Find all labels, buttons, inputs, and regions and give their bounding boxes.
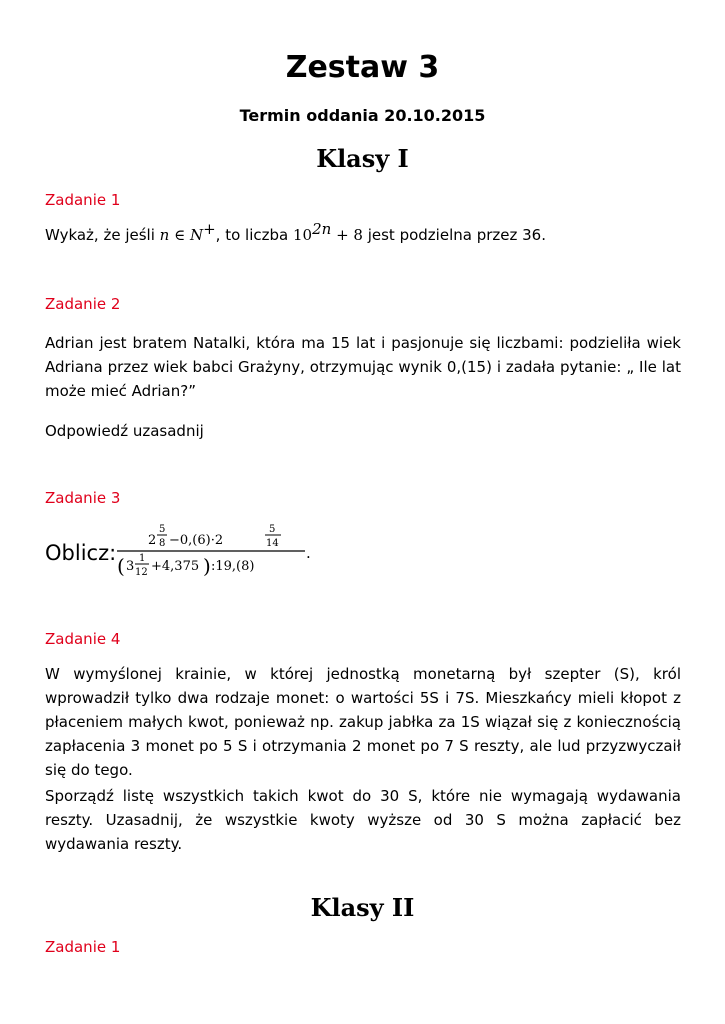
task-1-text-after: jest podzielna przez 36. xyxy=(362,226,546,244)
num-frac-1-numerator: 5 xyxy=(159,524,166,535)
page-title: Zestaw 3 xyxy=(285,50,440,85)
den-tail: :19,(8) xyxy=(211,559,255,574)
num-frac-2-denominator: 14 xyxy=(266,538,279,549)
math-base: 10 xyxy=(292,226,313,244)
task-label-3: Zadanie 3 xyxy=(45,489,121,507)
den-close-paren: ) xyxy=(203,554,211,578)
task-1-text-before: Wykaż, że jeśli xyxy=(45,226,160,244)
den-rest: +4,375 xyxy=(151,559,200,574)
task-label-klasy-2-1: Zadanie 1 xyxy=(45,938,121,956)
task-1-text-middle: , to liczba xyxy=(215,226,293,244)
task-2-text: Adrian jest bratem Natalki, która ma 15 lat i pasjonuje się liczbami: podzieliła wiek Adriana przez wiek babci Grażyny, otrzymując wynik 0,(15) i zadała pytanie: „ Ile lat może mieć Adrian?” xyxy=(45,334,681,400)
den-open-paren: ( xyxy=(117,554,125,578)
formula-prompt: Oblicz: xyxy=(45,541,117,565)
task-label-4: Zadanie 4 xyxy=(45,630,121,648)
fraction-expression xyxy=(115,518,335,582)
math-exponent: 2n xyxy=(312,220,332,238)
math-element-of: ∈ xyxy=(169,226,190,244)
task-3-formula xyxy=(45,518,345,588)
task-1-text xyxy=(45,220,681,247)
num-whole-1: 2 xyxy=(148,533,157,548)
den-frac-denominator: 12 xyxy=(135,567,148,578)
task-4-paragraph-1: W wymyślonej krainie, w której jednostką monetarną był szepter (S), król wprowadził tylko dwa rodzaje monet: o wartości 5S i 7S. Mieszkańcy mieli kłopot z płaceniem małych kwot, ponieważ np. zakup jabłka za 1S wiązał się z koniecznością zapłacenia 3 monet po 5 S i otrzymania 2 monet po 7 S reszty, ale lud przyzwyczaił się do tego. xyxy=(45,665,681,779)
math-set: N xyxy=(189,226,204,244)
task-4-paragraph-2: Sporządź listę wszystkich takich kwot do 30 S, które nie wymagają wydawania reszty. Uzasadnij, że wszystkie kwoty wyższe od 30 S można zapłacić bez wydawania reszty. xyxy=(45,787,681,853)
deadline: Termin oddania 20.10.2015 xyxy=(239,106,486,125)
formula-end-dot: . xyxy=(306,544,311,562)
task-2-answer-prompt: Odpowiedź uzasadnij xyxy=(45,422,204,440)
section-heading-klasy-2: Klasy II xyxy=(310,893,415,922)
section-heading-klasy-1: Klasy I xyxy=(316,144,409,173)
den-frac-numerator: 1 xyxy=(139,553,146,564)
num-frac-2-numerator: 5 xyxy=(269,524,276,535)
task-label-2: Zadanie 2 xyxy=(45,295,121,313)
num-frac-1-denominator: 8 xyxy=(159,538,166,549)
den-whole: 3 xyxy=(126,559,135,574)
math-n: n xyxy=(159,226,170,244)
task-label-1: Zadanie 1 xyxy=(45,191,121,209)
math-plus-eight: + 8 xyxy=(331,226,363,244)
num-middle: −0,(6)·2 xyxy=(169,533,224,548)
math-set-sup: + xyxy=(203,220,216,238)
